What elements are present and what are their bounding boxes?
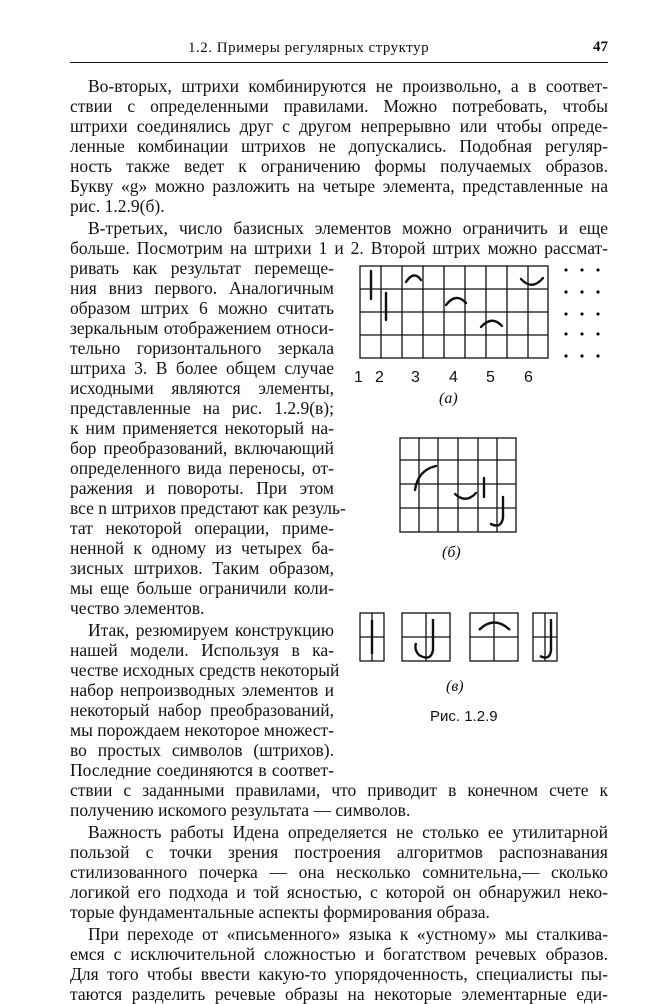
text-line: рис. 1.2.9(б). bbox=[70, 196, 165, 216]
text-line: все n штрихов предстают как резуль- bbox=[70, 498, 346, 518]
stroke-number-4: 4 bbox=[449, 369, 458, 386]
text-line: логикой его подхода и той ясностью, с которой он обнаружил неко- bbox=[70, 882, 608, 902]
text-line: Итак, резюмируем конструкцию bbox=[88, 620, 334, 640]
text-line: штрихи соединялись друг с другом непрерывно или чтобы опреде- bbox=[70, 116, 608, 136]
text-line: набор непроизводных элементов и bbox=[70, 680, 334, 700]
text-line: мы еще больше ограничили коли- bbox=[70, 578, 334, 598]
page-number: 47 bbox=[593, 39, 608, 55]
text-line: В-третьих, число базисных элементов можно ограничить и еще bbox=[88, 218, 608, 238]
text-line: определенного вида переносы, от- bbox=[70, 458, 334, 478]
header-title: 1.2. Примеры регулярных структур bbox=[188, 40, 430, 56]
text-line: ствии с определенными правилами. Можно потребовать, чтобы bbox=[70, 96, 608, 116]
text-line: во простых символов (штрихов). bbox=[70, 740, 334, 760]
letter-g-b bbox=[415, 466, 503, 526]
text-line: ния вниз первого. Аналогичным bbox=[70, 278, 334, 298]
text-line: представленные на рис. 1.2.9(в); bbox=[70, 398, 334, 418]
figure-caption: Рис. 1.2.9 bbox=[430, 708, 498, 725]
text-line: ствии с заданными правилами, что приводит в конечном счете к bbox=[70, 780, 608, 800]
text-line: штриха 3. В более общем случае bbox=[70, 358, 334, 378]
text-line: чество элементов. bbox=[70, 598, 205, 618]
text-line: Важность работы Идена определяется не столько ее утилитарной bbox=[88, 822, 608, 842]
text-line: тат некоторой операции, приме- bbox=[70, 518, 334, 538]
text-line: таются разделить речевые образы на некоторые элементарные еди- bbox=[70, 984, 608, 1004]
figure-label-a: (а) bbox=[439, 390, 458, 407]
text-line: ривать как результат перемеще- bbox=[70, 258, 334, 278]
strokes-a bbox=[371, 271, 543, 327]
text-line: нашей модели. Используя в ка- bbox=[70, 640, 334, 660]
text-line: ненной к одному из четырех ба- bbox=[70, 538, 334, 558]
stroke-number-5: 5 bbox=[486, 369, 495, 386]
text-line: торые фундаментальные аспекты формирования образа. bbox=[70, 902, 490, 922]
stroke-number-1: 1 bbox=[354, 369, 363, 386]
text-line: Последние соединяются в соответ- bbox=[70, 760, 334, 780]
text-line: исходными являются элементы, bbox=[70, 378, 334, 398]
text-line: к ним применяется некоторый на- bbox=[70, 418, 334, 438]
figure-label-v: (в) bbox=[446, 678, 464, 695]
text-line: бор преобразований, включающий bbox=[70, 438, 334, 458]
text-line: ражения и повороты. При этом bbox=[70, 478, 334, 498]
dot-grid bbox=[564, 268, 599, 357]
text-line: некоторый набор преобразований, bbox=[70, 700, 334, 720]
figure-label-b: (б) bbox=[442, 544, 461, 561]
text-line: зисных штрихов. Таким образом, bbox=[70, 558, 334, 578]
text-line: ленные комбинации штрихов не допускались. Подобная регуляр- bbox=[70, 136, 608, 156]
text-line: ность также ведет к ограничению формы получаемых образов. bbox=[70, 156, 608, 176]
basis-strokes-v bbox=[360, 613, 557, 661]
stroke-number-6: 6 bbox=[524, 369, 533, 386]
text-line: образом штрих 6 можно считать bbox=[70, 298, 334, 318]
stroke-number-3: 3 bbox=[411, 369, 420, 386]
text-line: зеркальным отображением относи- bbox=[70, 318, 334, 338]
text-line: стилизованного почерка — она несколько сомнительна,— сколько bbox=[70, 862, 608, 882]
text-line: емся с исключительной сложностью и богатством речевых образов. bbox=[70, 944, 608, 964]
text-line: При переходе от «письменного» языка к «устному» мы сталкива- bbox=[88, 924, 608, 944]
text-line: Букву «g» можно разложить на четыре элемента, представленные на bbox=[70, 176, 608, 196]
text-line: пользой с точки зрения построения алгоритмов распознавания bbox=[70, 842, 608, 862]
grid-b bbox=[400, 438, 516, 532]
text-line: Во-вторых, штрихи комбинируются не произвольно, а в соответ- bbox=[88, 76, 608, 96]
grid-a bbox=[360, 266, 548, 358]
text-line: получению искомого результата — символов. bbox=[70, 800, 411, 820]
text-line: больше. Посмотрим на штрихи 1 и 2. Второй штрих можно рассмат- bbox=[70, 238, 608, 258]
text-line: Для того чтобы ввести какую-то упорядоченность, специалисты пы- bbox=[70, 964, 608, 984]
text-line: мы порождаем некоторое множест- bbox=[70, 720, 334, 740]
text-line: тельно горизонтального зеркала bbox=[70, 338, 334, 358]
stroke-number-2: 2 bbox=[375, 369, 384, 386]
text-line: честве исходных средств некоторый bbox=[70, 660, 340, 680]
